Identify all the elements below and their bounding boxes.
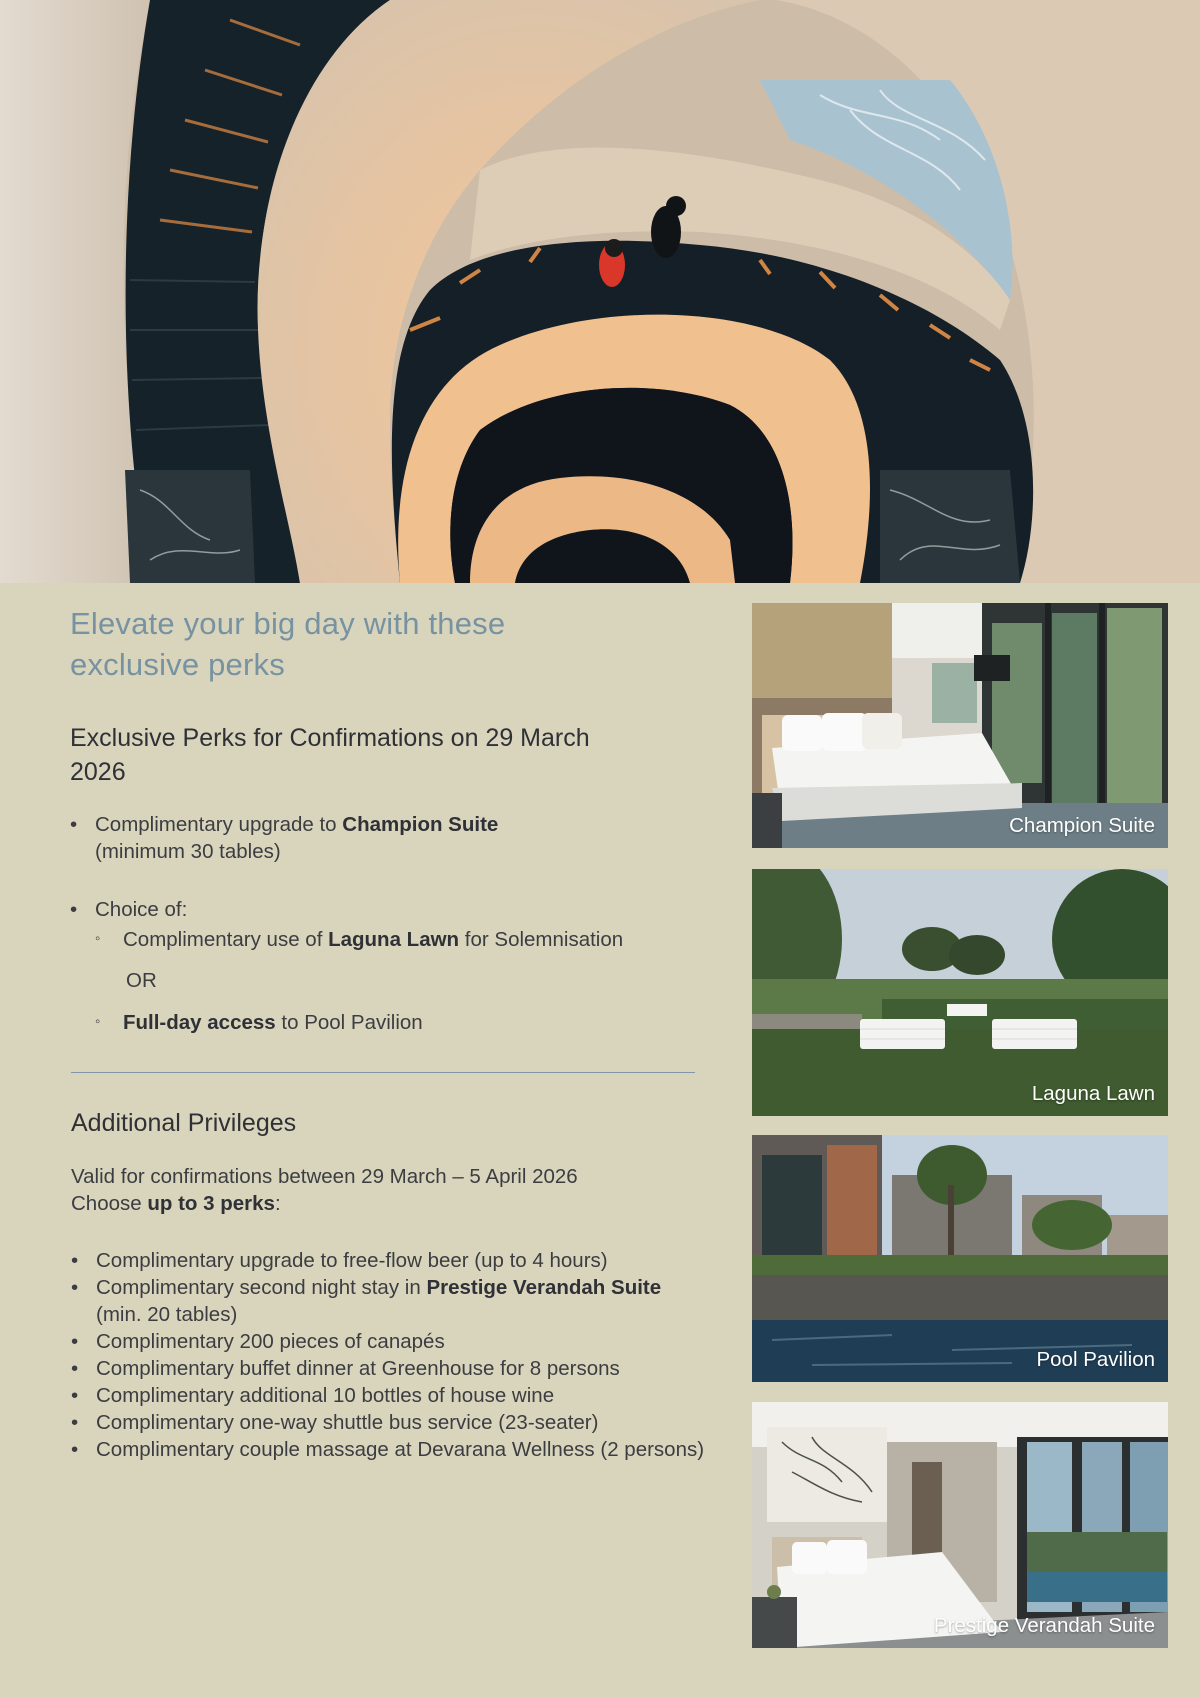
list-item: • Complimentary upgrade to free-flow beer (up to 4 hours) bbox=[71, 1249, 608, 1272]
hotel-bedroom-icon bbox=[752, 603, 1168, 848]
spiral-staircase-icon bbox=[0, 0, 1200, 583]
validity-text: Valid for confirmations between 29 March – 5 April 2026 Choose up to 3 perks: bbox=[71, 1165, 578, 1215]
photo-prestige-verandah-suite bbox=[752, 1402, 1168, 1648]
list-item: • Complimentary couple massage at Devarana Wellness (2 persons) bbox=[71, 1438, 705, 1461]
photo-caption: Laguna Lawn bbox=[1031, 1082, 1155, 1105]
divider bbox=[71, 1072, 695, 1073]
bullet-icon: • bbox=[71, 1357, 79, 1380]
list-item: • Complimentary additional 10 bottles of house wine bbox=[71, 1384, 555, 1407]
bullet-icon: • bbox=[71, 1249, 79, 1272]
bullet-icon: • bbox=[71, 1411, 79, 1434]
hero-image bbox=[0, 0, 1200, 583]
list-item: • Complimentary 200 pieces of canapés bbox=[71, 1330, 445, 1353]
list-item: • Complimentary buffet dinner at Greenhouse for 8 persons bbox=[71, 1357, 620, 1380]
photo-caption: Prestige Verandah Suite bbox=[933, 1614, 1155, 1637]
bullet-icon: • bbox=[71, 1384, 79, 1407]
bullet-icon: • bbox=[70, 813, 78, 836]
sub-bullet-icon: ◦ bbox=[95, 930, 101, 947]
photo-caption: Champion Suite bbox=[1009, 814, 1155, 837]
section-title-exclusive-perks: Exclusive Perks for Confirmations on 29 March 2026 bbox=[70, 724, 590, 786]
list-item: • Complimentary one-way shuttle bus service (23-seater) bbox=[71, 1411, 599, 1434]
sub-bullet-icon: ◦ bbox=[95, 1013, 101, 1030]
bullet-icon: • bbox=[70, 898, 78, 921]
garden-lawn-icon bbox=[752, 869, 1168, 1116]
perks-content: Elevate your big day with these exclusive perks Exclusive Perks for Confirmations on 29 March 2026 • Complimentary upgrade to Champion Suite (minimum 30 tables) • Choice of: ◦ Complimentary use of Laguna Lawn for Solemnisation OR ◦ Full-day access to Pool Pavilion Additional Privileges Valid for confirmations between 29 March – 5 April 2026 Choose up to 3 perks: • Complimentary upgrade to free-flow beer (up to 4 hours) • Complimentary second night stay in Prestige Verandah Suite (min. 20 tables) • Complimentary 200 pieces of canapés • Complimentary buffet dinner at Greenhouse for 8 persons • Complimentary additional 10 bottles of house wine • Complimentary one-way shuttle bus service (23-seater) • Complimentary couple massage at Devarana Wellness (2 persons) bbox=[0, 583, 720, 1697]
photo-laguna-lawn bbox=[752, 869, 1168, 1116]
privileges-list bbox=[71, 1247, 711, 1463]
section-title-additional-privileges: Additional Privileges bbox=[71, 1109, 297, 1137]
list-item: • Complimentary second night stay in Prestige Verandah Suite (min. 20 tables) bbox=[71, 1276, 662, 1326]
photo-caption: Pool Pavilion bbox=[1036, 1348, 1155, 1371]
bullet-icon: • bbox=[71, 1330, 79, 1353]
page-headline: Elevate your big day with these exclusive perks bbox=[70, 606, 506, 682]
pool-villa-icon bbox=[752, 1135, 1168, 1382]
photo-champion-suite bbox=[752, 603, 1168, 848]
or-separator: OR bbox=[126, 969, 157, 992]
photo-pool-pavilion bbox=[752, 1135, 1168, 1382]
hotel-suite-icon bbox=[752, 1402, 1168, 1648]
bullet-icon: • bbox=[71, 1276, 79, 1299]
bullet-icon: • bbox=[71, 1438, 79, 1461]
